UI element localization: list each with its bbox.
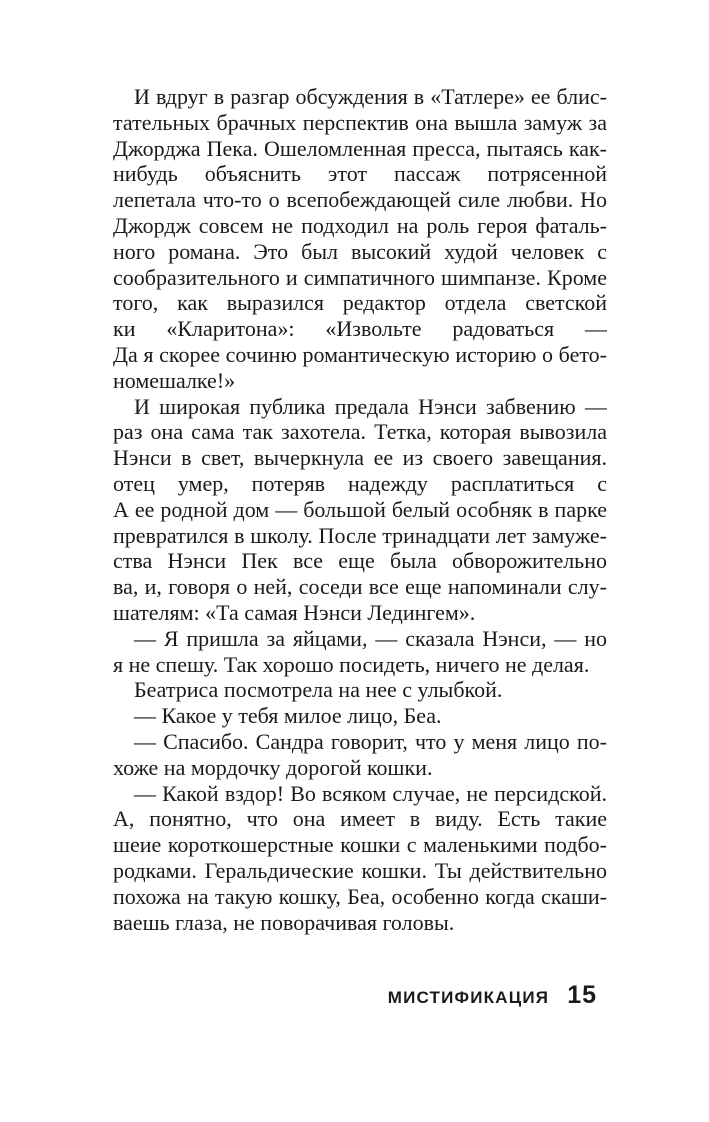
text-line: Нэнси в свет, вычеркнула ее из своего завещания. [113,445,607,471]
text-line: шателям: «Та самая Нэнси Ледингем». [113,599,476,625]
text-line: А ее родной дом — большой белый особняк в парке [113,496,607,522]
text-line: нибудь объяснить этот пассаж потрясенной [113,161,607,187]
text-line: номешалке!» [113,367,236,393]
text-line: превратился в школу. После тринадцати лет замуже- [113,522,607,548]
text-line: сообразительного и симпатичного шимпанзе. Кроме [113,264,607,290]
text-line: родками. Геральдические кошки. Ты действительно [113,857,607,883]
text-line: похожа на такую кошку, Беа, особенно когда скаши- [113,883,607,909]
text-line: А, понятно, что она имеет в виду. Есть такие [113,806,607,832]
text-line: хоже на мордочку дорогой кошки. [113,754,433,780]
text-line: Да я скорее сочиню романтическую историю о бето- [113,341,607,367]
text-line: И вдруг в разгар обсуждения в «Татлере» ее блис- [134,84,607,109]
text-line: тательных брачных перспектив она вышла замуж за [113,109,607,135]
text-line: — Спасибо. Сандра говорит, что у меня лицо по- [134,728,607,754]
page-footer [388,981,597,1010]
text-line: раз она сама так захотела. Тетка, которая вывозила [113,419,607,445]
text-line: — Я пришла за яйцами, — сказала Нэнси, — но [134,625,607,651]
text-line: Джорджа Пека. Ошеломленная пресса, пытаясь как- [113,135,607,161]
page-number: 15 [567,981,597,1009]
running-title: МИСТИФИКАЦИЯ [387,988,550,1007]
text-line: И широкая публика предала Нэнси забвению — [134,393,607,419]
text-line: отец умер, потеряв надежду расплатиться с [113,470,607,496]
text-line: того, как выразился редактор отдела светской [113,290,607,316]
text-line: Джордж совсем не подходил на роль героя фаталь- [113,212,607,238]
text-line: ваешь глаза, не поворачивая головы. [113,909,455,935]
text-line: Беатриса посмотрела на нее с улыбкой. [134,677,503,703]
text-line: лепетала что-то о всепобеждающей силе любви. Но [113,187,607,213]
text-line: шеие короткошерстные кошки с маленькими подбо- [113,832,607,858]
text-line: ного романа. Это был высокий худой человек с [113,238,607,264]
text-line: ки «Кларитона»: «Извольте радоваться — [113,316,607,342]
body-text [113,84,607,935]
text-line: — Какое у тебя милое лицо, Беа. [134,703,442,729]
text-line: ва, и, говоря о ней, соседи все еще напоминали слу- [113,574,607,600]
text-line: — Какой вздор! Во всяком случае, не персидской. [134,780,607,806]
text-line: я не спешу. Так хорошо посидеть, ничего не делая. [113,651,590,677]
text-line: ства Нэнси Пек все еще была обворожительно [113,548,607,574]
